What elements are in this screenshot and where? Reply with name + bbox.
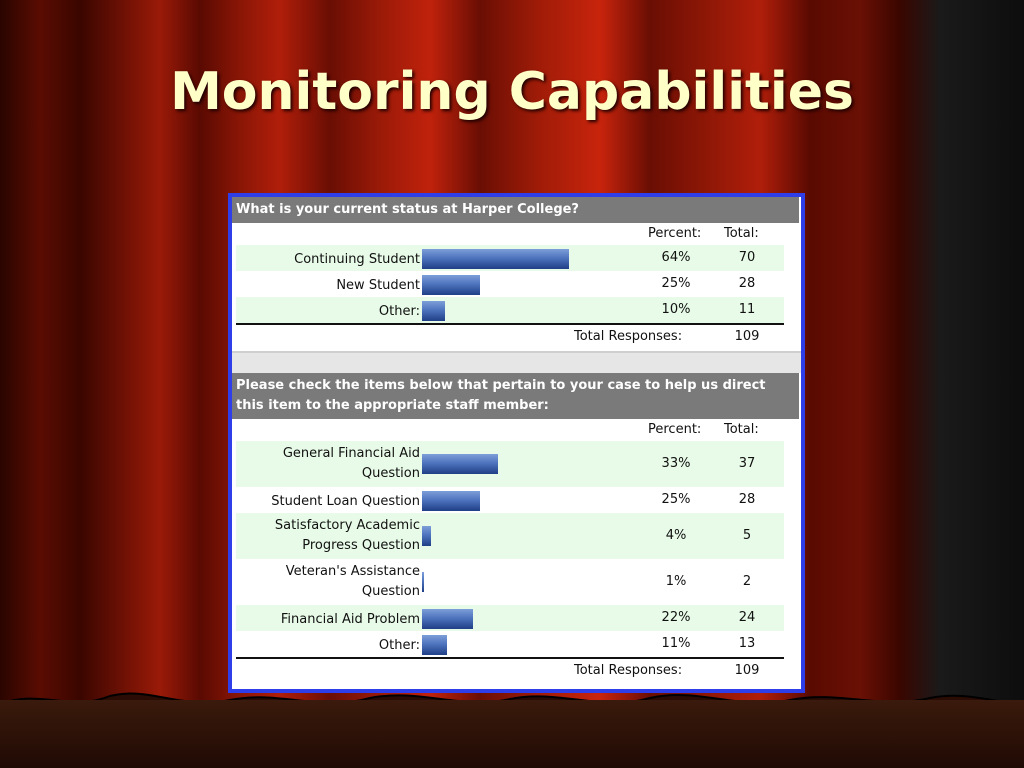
survey1-question: What is your current status at Harper College? (232, 197, 799, 223)
row-label: Continuing Student (294, 252, 420, 267)
response-bar (422, 572, 424, 592)
survey2-table (236, 419, 784, 685)
table-row (236, 513, 784, 559)
total-responses-label: Total Responses: (574, 329, 683, 344)
row-label: Veteran's Assistance Question (285, 564, 420, 599)
table-row (236, 605, 784, 631)
row-percent: 25% (661, 492, 691, 507)
row-total: 24 (738, 610, 756, 625)
row-percent: 10% (661, 302, 691, 317)
row-percent: 22% (661, 610, 691, 625)
response-bar (422, 609, 473, 629)
response-bar (422, 275, 480, 295)
row-label: Financial Aid Problem (280, 612, 420, 627)
row-percent: 11% (661, 636, 691, 651)
row-total: 28 (738, 492, 756, 507)
stage-floor (0, 700, 1024, 768)
survey2-question: Please check the items below that pertain to your case to help us direct this item to the appropriate staff member: (232, 373, 799, 419)
row-percent: 64% (661, 250, 691, 265)
row-label: Other: (378, 304, 420, 319)
row-total: 13 (738, 636, 756, 651)
row-percent: 4% (665, 528, 687, 543)
row-percent: 1% (665, 574, 687, 589)
total-responses-label: Total Responses: (574, 663, 683, 678)
slide-title: Monitoring Capabilities (170, 62, 854, 122)
row-label: New Student (336, 278, 420, 293)
row-label: Student Loan Question (271, 494, 420, 509)
survey1-total-row (236, 323, 784, 351)
total-responses-value: 109 (734, 329, 760, 344)
row-label: General Financial Aid Question (282, 446, 420, 481)
response-bar (422, 635, 447, 655)
survey1-header-row (236, 223, 784, 245)
total-responses-value: 109 (734, 663, 760, 678)
table-row (236, 271, 784, 297)
table-row (236, 245, 784, 271)
table-row (236, 297, 784, 323)
row-total: 2 (742, 574, 752, 589)
survey2-total-row (236, 657, 784, 685)
row-total: 28 (738, 276, 756, 291)
survey1-table (236, 223, 784, 351)
survey-results-panel (232, 197, 801, 689)
total-column-header: Total: (724, 422, 759, 437)
row-percent: 25% (661, 276, 691, 291)
percent-column-header: Percent: (648, 226, 702, 241)
total-column-header: Total: (724, 226, 759, 241)
row-label: Other: (378, 638, 420, 653)
table-row (236, 559, 784, 605)
table-row (236, 487, 784, 513)
table-row (236, 441, 784, 487)
row-total: 70 (738, 250, 756, 265)
percent-column-header: Percent: (648, 422, 702, 437)
response-bar (422, 249, 569, 269)
row-total: 5 (742, 528, 752, 543)
section-divider (232, 351, 801, 373)
response-bar (422, 454, 498, 474)
response-bar (422, 526, 431, 546)
row-percent: 33% (661, 456, 691, 471)
row-total: 11 (738, 302, 756, 317)
row-total: 37 (738, 456, 756, 471)
table-row (236, 631, 784, 657)
row-label: Satisfactory Academic Progress Question (274, 518, 420, 553)
survey-results-frame (228, 193, 805, 693)
survey2-header-row (236, 419, 784, 441)
response-bar (422, 491, 480, 511)
response-bar (422, 301, 445, 321)
